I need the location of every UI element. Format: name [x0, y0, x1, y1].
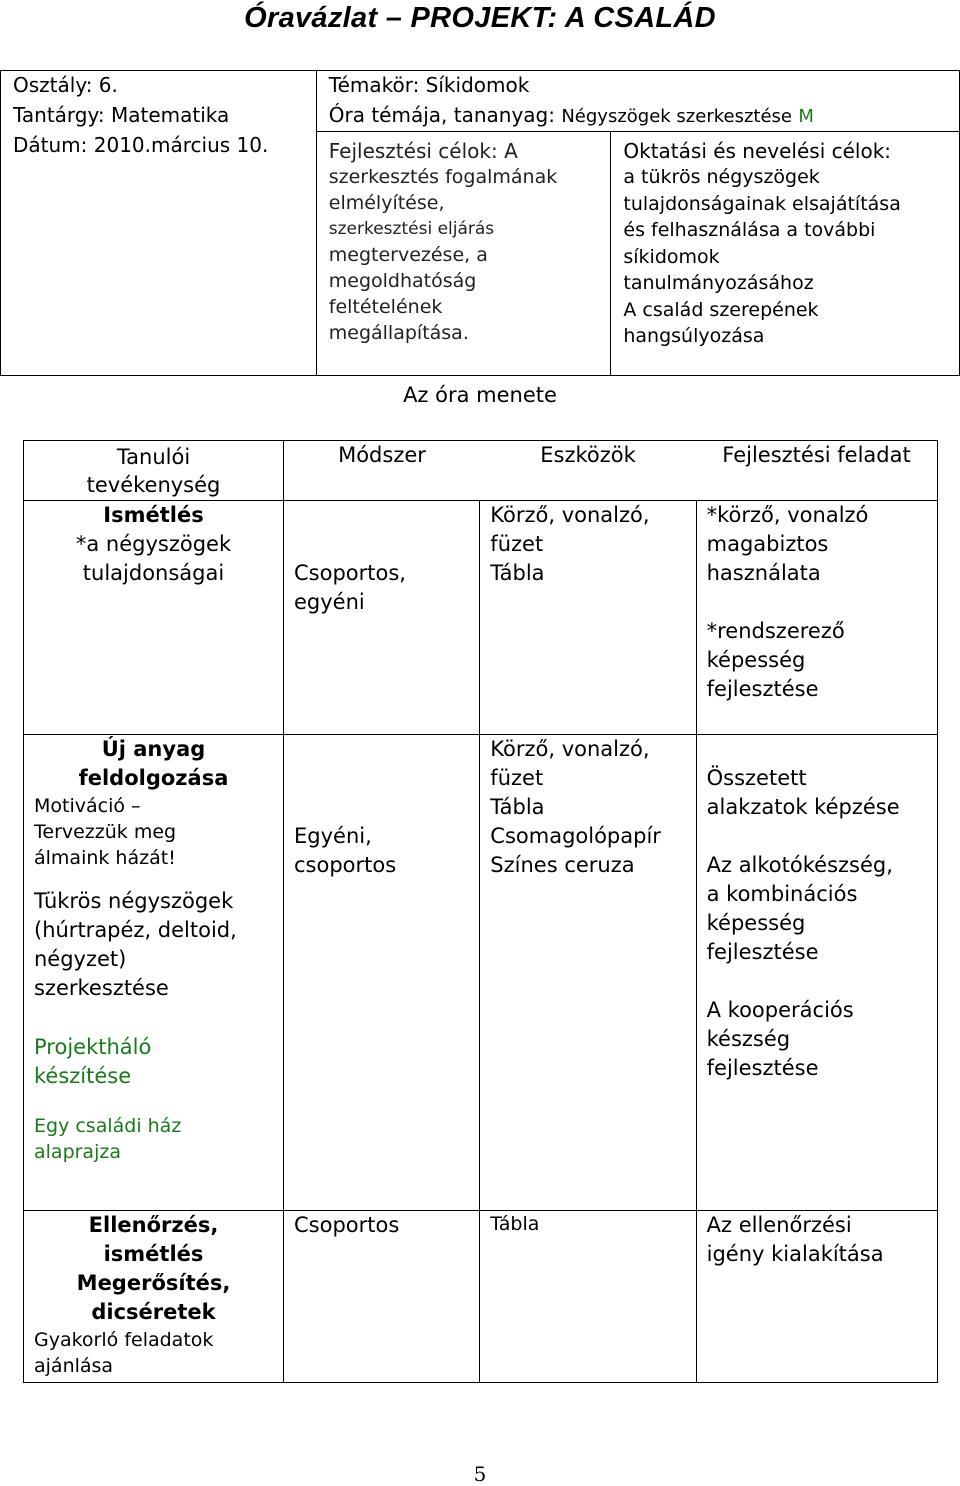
- tukros-line: négyzet): [34, 947, 127, 971]
- fejl-line: szerkesztési eljárás: [328, 218, 495, 239]
- row1-tools-line: Tábla: [490, 561, 545, 585]
- row1-activity-line: *a négyszögek: [75, 532, 232, 556]
- row3-activity: [24, 1211, 284, 1383]
- ora-temaja-m: M: [798, 105, 814, 127]
- row3-activity-bold: ismétlés: [103, 1242, 204, 1266]
- osztaly-cell: [1, 71, 317, 101]
- header-method: Módszer: [338, 443, 426, 467]
- fejl-line: szerkesztés fogalmának: [328, 165, 558, 188]
- row3-activity-bold: Ellenőrzés,: [88, 1213, 219, 1237]
- row2-dev-line: fejlesztése: [706, 1056, 819, 1080]
- row1-activity-line: tulajdonságai: [82, 561, 225, 585]
- datum: Dátum: 2010.március 10.: [13, 133, 269, 157]
- temakor: Témakör: Síkidomok: [328, 73, 530, 97]
- csaladi-line: alaprajza: [34, 1141, 121, 1163]
- row1-dev-line: *körző, vonalzó: [706, 503, 869, 527]
- okt-line: a tükrös négyszögek: [623, 166, 820, 188]
- ora-temaja-value: Négyszögek szerkesztése: [561, 105, 792, 127]
- okt-line: tulajdonságainak elsajátítása: [623, 192, 901, 215]
- section-heading: Az óra menete: [403, 383, 557, 407]
- page-number: 5: [473, 1462, 487, 1486]
- ora-temaja-label: Óra témája, tananyag:: [328, 102, 562, 127]
- row3-tools: [480, 1211, 696, 1383]
- row3-dev: [696, 1211, 937, 1383]
- fejl-label: Fejlesztési célok:: [328, 138, 505, 163]
- row2-dev-line: a kombinációs: [706, 882, 858, 906]
- row1-tools: [480, 501, 696, 735]
- row1-dev-line: használata: [706, 561, 821, 585]
- okt-line: síkidomok: [623, 245, 720, 268]
- row2-tools-line: Színes ceruza: [490, 853, 635, 877]
- header-group: [284, 441, 938, 501]
- row2-dev-line: Összetett: [706, 766, 807, 790]
- row2-method-line: csoportos: [294, 853, 397, 877]
- row3-activity-line: Gyakorló feladatok: [34, 1329, 214, 1351]
- row3-activity-bold: Megerősítés,: [76, 1271, 231, 1295]
- motivacio-line: Motiváció –: [34, 795, 141, 817]
- projekthalo-line: Projektháló: [34, 1035, 152, 1059]
- header-table: [0, 70, 960, 376]
- fejl-line: feltételének: [328, 295, 443, 318]
- row2-dev-line: készség: [706, 1027, 791, 1051]
- okt-label: Oktatási és nevelési célok:: [623, 138, 892, 163]
- row2-method-line: Egyéni,: [294, 824, 372, 848]
- row2-activity: [24, 735, 284, 1211]
- fejlesztesi-celok-cell: [316, 131, 611, 376]
- fejl-line: megállapítása.: [328, 321, 469, 344]
- row1-dev-line: fejlesztése: [706, 677, 819, 701]
- okt-line: tanulmányozásához: [623, 272, 814, 294]
- tantargy: Tantárgy: Matematika: [13, 102, 230, 127]
- row2-dev: [696, 735, 937, 1211]
- row1-tools-line: füzet: [490, 532, 544, 556]
- row1-dev-line: *rendszerező: [706, 619, 845, 643]
- tukros-line: Tükrös négyszögek: [34, 889, 234, 913]
- ora-temaja-cell: [316, 101, 959, 132]
- tukros-line: (húrtrapéz, deltoid,: [34, 918, 237, 942]
- tantargy-cell: [1, 101, 317, 132]
- fejl-line: elmélyítése,: [328, 191, 445, 214]
- row2-tools-line: Csomagolópapír: [490, 824, 661, 848]
- fejl-line: megoldhatóság: [328, 269, 477, 292]
- row1-dev-line: magabiztos: [706, 532, 829, 556]
- fejl-a: A: [504, 138, 518, 163]
- row1-activity: [24, 501, 284, 735]
- header-tools: Eszközök: [540, 443, 636, 467]
- datum-cell: [1, 131, 317, 376]
- row3-dev-line: igény kialakítása: [706, 1242, 884, 1266]
- row3-method: [284, 1211, 480, 1383]
- motivacio-line: álmaink házát!: [34, 847, 176, 869]
- row2-dev-line: A kooperációs: [706, 998, 854, 1022]
- row1-method-line: Csoportos,: [294, 561, 406, 585]
- okt-line: és felhasználása a további: [623, 219, 876, 241]
- temakor-cell: [316, 71, 959, 101]
- row2-activity-bold: feldolgozása: [78, 766, 229, 790]
- row2-dev-line: fejlesztése: [706, 940, 819, 964]
- tukros-line: szerkesztése: [34, 976, 169, 1000]
- header-activity-text: Tanulói tevékenység: [86, 445, 221, 497]
- lesson-table: [23, 440, 938, 1383]
- row2-dev-line: alakzatok képzése: [706, 795, 900, 819]
- osztaly: Osztály: 6.: [13, 73, 118, 97]
- fejl-line: megtervezése, a: [328, 243, 488, 266]
- row1-activity-bold: Ismétlés: [103, 503, 204, 527]
- motivacio-line: Tervezzük meg: [34, 821, 177, 843]
- fejl-title: [329, 138, 611, 164]
- okt-line: A család szerepének: [623, 298, 819, 321]
- row2-method: [284, 735, 480, 1211]
- row1-method: [284, 501, 480, 735]
- row2-activity-bold: Új anyag: [101, 737, 206, 761]
- row1-method-line: egyéni: [294, 590, 365, 614]
- page-title: Óravázlat – PROJEKT: A CSALÁD: [244, 2, 716, 34]
- csaladi-line: Egy családi ház: [34, 1115, 182, 1137]
- header-dev: Fejlesztési feladat: [722, 443, 911, 467]
- header-activity: [24, 441, 284, 501]
- row3-tools-text: Tábla: [490, 1213, 540, 1235]
- row1-tools-line: Körző, vonalzó,: [490, 503, 650, 527]
- row3-dev-line: Az ellenőrzési: [706, 1213, 852, 1237]
- row1-dev-line: képesség: [706, 648, 806, 672]
- row2-tools: [480, 735, 696, 1211]
- projekthalo-line: készítése: [34, 1064, 132, 1088]
- row2-tools-line: füzet: [490, 766, 544, 790]
- row3-activity-line: ajánlása: [34, 1355, 114, 1377]
- row2-tools-line: Körző, vonalzó,: [490, 737, 650, 761]
- row3-method-text: Csoportos: [294, 1213, 400, 1237]
- row1-dev: [696, 501, 937, 735]
- okt-line: hangsúlyozása: [623, 325, 765, 347]
- row2-dev-line: Az alkotókészség,: [706, 853, 893, 877]
- row3-activity-bold: dicséretek: [91, 1300, 216, 1324]
- row2-tools-line: Tábla: [490, 795, 545, 819]
- oktatasi-celok-cell: [611, 131, 960, 376]
- row2-dev-line: képesség: [706, 911, 806, 935]
